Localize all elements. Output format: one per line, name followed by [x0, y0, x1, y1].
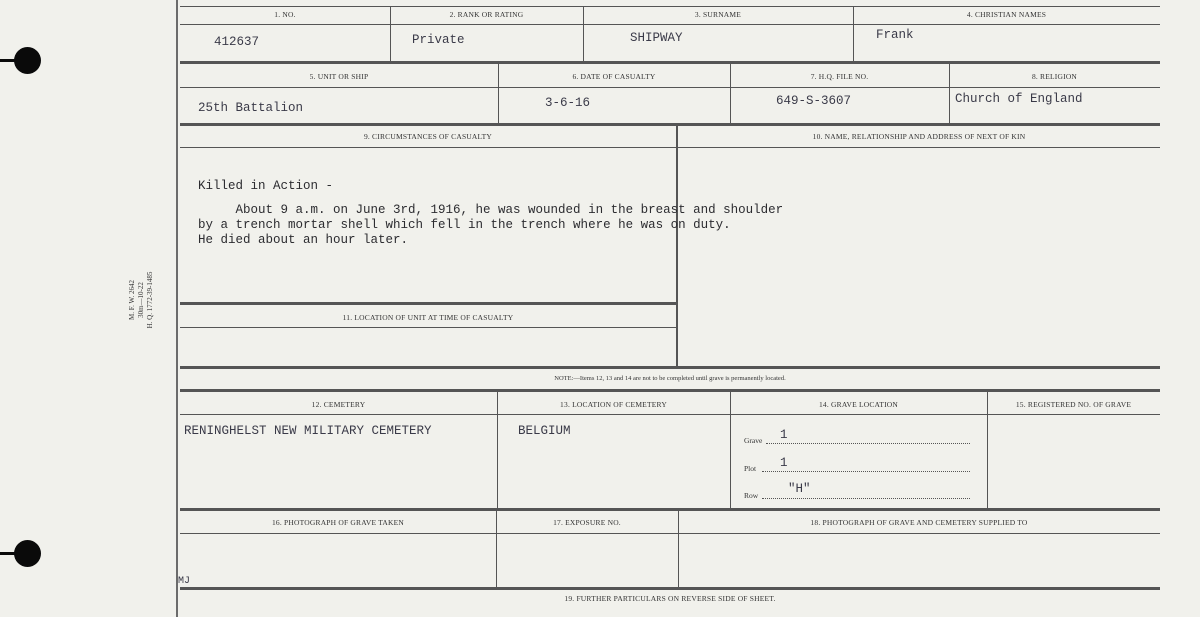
date-value: 3-6-16	[545, 96, 591, 110]
circumstances-label: 9. CIRCUMSTANCES OF CASUALTY	[363, 132, 493, 141]
religion-value: Church of England	[955, 92, 1083, 106]
hq-file-value: 649-S-3607	[776, 94, 852, 108]
unit-value: 25th Battalion	[198, 101, 304, 115]
form-code: M. F. W. 2642 30m—10-22 H. Q. 1772-39-1485	[128, 271, 154, 329]
date-label: 6. DATE OF CASUALTY	[572, 72, 656, 81]
row-label: Row	[744, 491, 759, 500]
exposure-label: 17. EXPOSURE NO.	[553, 518, 621, 527]
cemetery-value: RENINGHELST NEW MILITARY CEMETERY	[184, 424, 432, 438]
circumstances-line-4: He died about an hour later.	[198, 233, 409, 247]
plot-label: Plot	[744, 464, 757, 473]
circumstances-line-3: by a trench mortar shell which fell in the trench where he was on duty.	[198, 218, 731, 232]
rank-label: 2. RANK OR RATING	[449, 10, 524, 19]
location-of-unit-label: 11. LOCATION OF UNIT AT TIME OF CASUALTY	[342, 313, 514, 322]
surname-value: SHIPWAY	[630, 31, 683, 45]
further-particulars-label: 19. FURTHER PARTICULARS ON REVERSE SIDE OF SHEET.	[564, 594, 776, 603]
surname-label: 3. SURNAME	[694, 10, 742, 19]
no-value: 412637	[214, 35, 260, 49]
religion-label: 8. RELIGION	[1031, 72, 1078, 81]
registered-no-label: 15. REGISTERED NO. OF GRAVE	[1015, 400, 1132, 409]
hq-file-label: 7. H.Q. FILE NO.	[810, 72, 869, 81]
rank-value: Private	[412, 33, 465, 47]
initials: MJ	[178, 576, 191, 587]
cemetery-location-value: BELGIUM	[518, 424, 571, 438]
no-label: 1. NO.	[274, 10, 296, 19]
cemetery-label: 12. CEMETERY	[311, 400, 366, 409]
grave-label: Grave	[744, 436, 763, 445]
row-value: "H"	[788, 482, 811, 496]
christian-names-label: 4. CHRISTIAN NAMES	[966, 10, 1047, 19]
note-text: NOTE:—Items 12, 13 and 14 are not to be completed until grave is permanently located.	[554, 375, 786, 382]
unit-label: 5. UNIT OR SHIP	[309, 72, 369, 81]
circumstances-line-1: Killed in Action -	[198, 179, 334, 193]
binder-hole-bottom	[14, 540, 41, 567]
cemetery-location-label: 13. LOCATION OF CEMETERY	[560, 400, 667, 409]
christian-names-value: Frank	[876, 28, 914, 42]
next-of-kin-label: 10. NAME, RELATIONSHIP AND ADDRESS OF NEXT OF KIN	[812, 132, 1026, 141]
binder-hole-top	[14, 47, 41, 74]
plot-value: 1	[780, 456, 788, 470]
circumstances-text	[198, 164, 783, 278]
grave-value: 1	[780, 428, 788, 442]
photo-supplied-label: 18. PHOTOGRAPH OF GRAVE AND CEMETERY SUPPLIED TO	[810, 518, 1028, 527]
grave-location-label: 14. GRAVE LOCATION	[818, 400, 899, 409]
photo-taken-label: 16. PHOTOGRAPH OF GRAVE TAKEN	[271, 518, 405, 527]
circumstances-line-2: About 9 a.m. on June 3rd, 1916, he was wounded in the breast and shoulder	[198, 203, 784, 217]
